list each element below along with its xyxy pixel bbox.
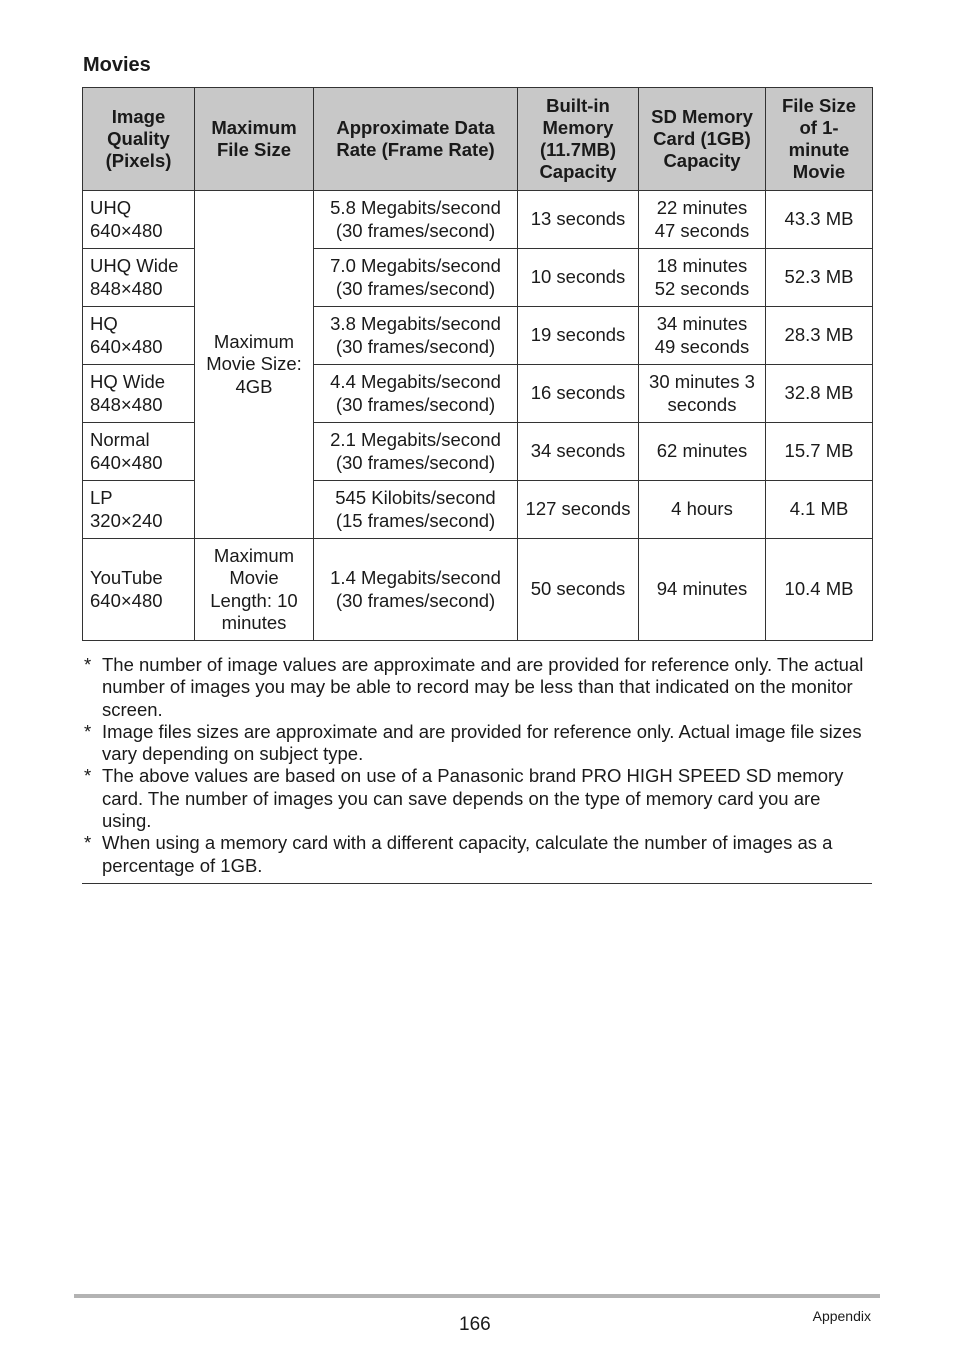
cell-file-size: 15.7 MB — [766, 423, 873, 481]
cell-data-rate: 7.0 Megabits/second (30 frames/second) — [314, 249, 518, 307]
cell-image-quality: LP 320×240 — [83, 481, 195, 539]
cell-sd-capacity: 62 minutes — [639, 423, 766, 481]
cell-sd-capacity: 30 minutes 3 seconds — [639, 365, 766, 423]
cell-image-quality: UHQ Wide 848×480 — [83, 249, 195, 307]
header-approximate-data-rate: Approximate Data Rate (Frame Rate) — [314, 88, 518, 191]
footnote — [82, 654, 872, 721]
cell-built-in-capacity: 34 seconds — [518, 423, 639, 481]
table-header-row — [83, 88, 873, 191]
cell-built-in-capacity: 19 seconds — [518, 307, 639, 365]
footnote — [82, 765, 872, 832]
cell-file-size: 43.3 MB — [766, 191, 873, 249]
section-title: Movies — [83, 54, 151, 76]
cell-file-size: 32.8 MB — [766, 365, 873, 423]
footer-divider — [74, 1294, 880, 1298]
cell-file-size: 52.3 MB — [766, 249, 873, 307]
cell-built-in-capacity: 10 seconds — [518, 249, 639, 307]
footnote-text: When using a memory card with a different capacity, calculate the number of images as a percentage of 1GB. — [102, 832, 833, 876]
cell-image-quality: YouTube 640×480 — [83, 539, 195, 641]
cell-built-in-capacity: 127 seconds — [518, 481, 639, 539]
cell-built-in-capacity: 13 seconds — [518, 191, 639, 249]
cell-sd-capacity: 18 minutes 52 seconds — [639, 249, 766, 307]
table-row — [83, 191, 873, 249]
cell-file-size: 10.4 MB — [766, 539, 873, 641]
cell-data-rate: 5.8 Megabits/second (30 frames/second) — [314, 191, 518, 249]
cell-sd-capacity: 4 hours — [639, 481, 766, 539]
header-built-in-memory-capacity: Built-in Memory (11.7MB) Capacity — [518, 88, 639, 191]
footnote-marker: * — [84, 765, 92, 787]
cell-data-rate: 4.4 Megabits/second (30 frames/second) — [314, 365, 518, 423]
cell-sd-capacity: 22 minutes 47 seconds — [639, 191, 766, 249]
cell-data-rate: 2.1 Megabits/second (30 frames/second) — [314, 423, 518, 481]
cell-file-size: 28.3 MB — [766, 307, 873, 365]
footnotes — [82, 654, 872, 877]
cell-image-quality: UHQ 640×480 — [83, 191, 195, 249]
footnote-marker: * — [84, 832, 92, 854]
cell-sd-capacity: 94 minutes — [639, 539, 766, 641]
footnote-text: Image files sizes are approximate and are provided for reference only. Actual image file sizes vary depending on subject type. — [102, 720, 862, 765]
footnote — [82, 721, 872, 766]
header-file-size-per-minute: File Size of 1-minute Movie — [766, 88, 873, 191]
header-image-quality: Image Quality (Pixels) — [83, 88, 195, 191]
cell-maximum-file-size: Maximum Movie Length: 10 minutes — [195, 539, 314, 641]
cell-built-in-capacity: 50 seconds — [518, 539, 639, 641]
footnote-marker: * — [84, 654, 92, 675]
cell-built-in-capacity: 16 seconds — [518, 365, 639, 423]
cell-image-quality: HQ 640×480 — [83, 307, 195, 365]
footnote-text: The number of image values are approximate and are provided for reference only. The actual number of images you may be able to record may be less than that indicated on the monitor screen. — [102, 654, 864, 720]
cell-sd-capacity: 34 minutes 49 seconds — [639, 307, 766, 365]
cell-file-size: 4.1 MB — [766, 481, 873, 539]
footnote-marker: * — [84, 720, 92, 742]
header-sd-card-capacity: SD Memory Card (1GB) Capacity — [639, 88, 766, 191]
page-number: 166 — [459, 1314, 491, 1335]
footnotes-divider — [82, 883, 872, 884]
table-row — [83, 539, 873, 641]
cell-maximum-file-size-shared: Maximum Movie Size: 4GB — [195, 191, 314, 539]
cell-data-rate: 545 Kilobits/second (15 frames/second) — [314, 481, 518, 539]
cell-data-rate: 1.4 Megabits/second (30 frames/second) — [314, 539, 518, 641]
movie-capacity-table — [82, 87, 873, 641]
header-maximum-file-size: Maximum File Size — [195, 88, 314, 191]
footer-section-label: Appendix — [812, 1308, 871, 1324]
cell-data-rate: 3.8 Megabits/second (30 frames/second) — [314, 307, 518, 365]
footnote — [82, 832, 872, 877]
cell-image-quality: Normal 640×480 — [83, 423, 195, 481]
cell-image-quality: HQ Wide 848×480 — [83, 365, 195, 423]
footnote-text: The above values are based on use of a Panasonic brand PRO HIGH SPEED SD memory card. The number of images you can save depends on the type of memory card you are using. — [102, 765, 844, 832]
